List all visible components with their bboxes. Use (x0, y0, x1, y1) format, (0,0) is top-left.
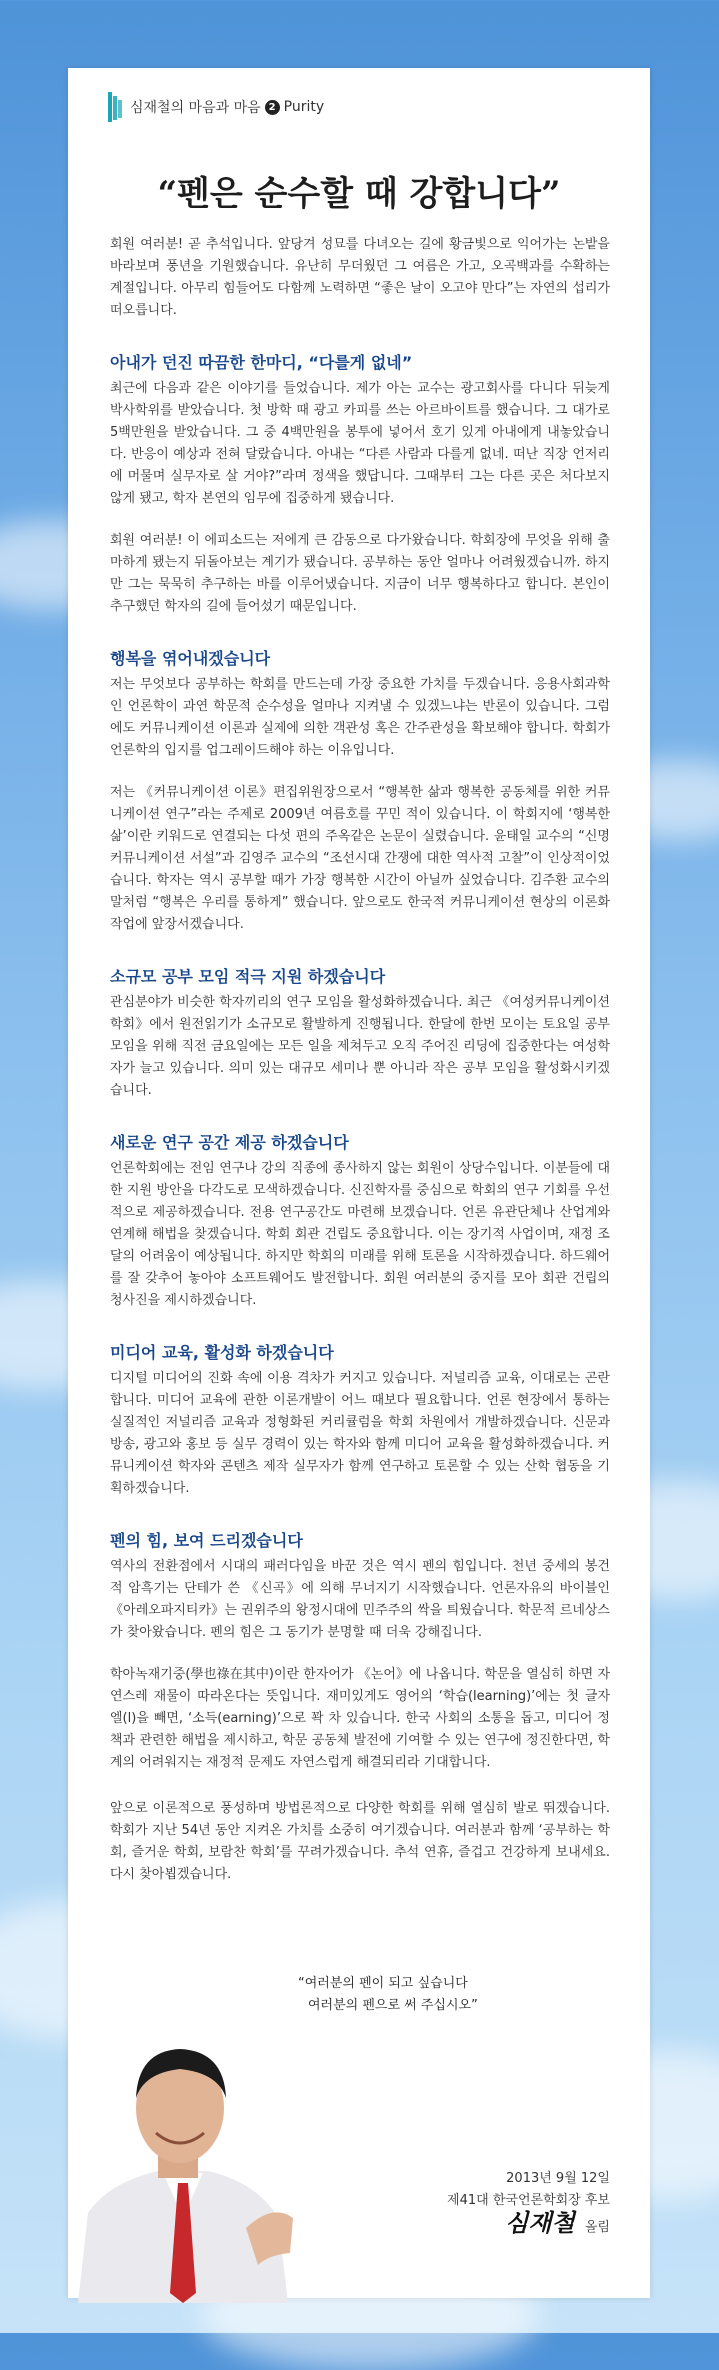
section-heading: 펜의 힘, 보여 드리겠습니다 (110, 1531, 303, 1550)
section-heading: 소규모 공부 모임 적극 지원 하겠습니다 (110, 967, 386, 986)
signature-block (447, 2168, 610, 2239)
brand-header (108, 92, 324, 122)
section-heading: 아내가 던진 따끔한 한마디, “다를게 없네” (110, 353, 413, 372)
signature-date: 2013년 9월 12일 (506, 2171, 610, 2186)
issue-title: Purity (283, 99, 325, 115)
section-paragraph: 학아녹재기중(學也祿在其中)이란 한자어가 《논어》에 나옵니다. 학문을 열심히 하면 자연스레 재물이 따라온다는 뜻입니다. 재미있게도 영어의 ‘학습(learning)’에는 첫 글자 엘(l)을 빼면, ‘소득(earning)’으로 꽉 차 있습니다. 한국 사회의 소통을 돕고, 미디어 정책과 관련한 해법을 제시하고, 학문 공동체 발전에 기여할 수 있는 연구에 정진한다면, 학계의 어려워지는 재정적 문제도 자연스럽게 해결되리라 기대합니다. (110, 1667, 610, 1770)
letter-paper (68, 68, 650, 2298)
signature-suffix: 올림 (584, 2220, 610, 2235)
closing-quote (298, 1973, 558, 2017)
section-heading: 새로운 연구 공간 제공 하겠습니다 (110, 1133, 349, 1152)
brand-name: 심재철의 마음과 마음 (130, 100, 261, 116)
candidate-portrait (68, 2003, 298, 2303)
section-heading: 행복을 엮어내겠습니다 (110, 649, 271, 668)
page-title: “펜은 순수할 때 강합니다” (157, 174, 561, 214)
closing-quote-line: 여러분의 펜으로 써 주십시오” (308, 1998, 478, 2013)
section-paragraph: 관심분야가 비슷한 학자끼리의 연구 모임을 활성화하겠습니다. 최근 《여성커뮤니케이션 학회》에서 원전읽기가 소규모로 활발하게 진행됩니다. 한달에 한번 모이는 토요일 공부 모임을 위해 직전 금요일에는 모든 일을 제쳐두고 오직 주어진 리딩에 집중한다는 여성학자가 늘고 있습니다. 의미 있는 대규모 세미나 뿐 아니라 작은 공부 모임을 활성화시키겠습니다. (110, 995, 610, 1098)
section-paragraph: 역사의 전환점에서 시대의 패러다임을 바꾼 것은 역시 펜의 힘입니다. 천년 중세의 봉건적 암흑기는 단테가 쓴 《신곡》에 의해 무너지기 시작했습니다. 언론자유의 바이블인 《아레오파지티카》는 권위주의 왕정시대에 민주주의 싹을 틔웠습니다. 학문적 르네상스가 찾아왔습니다. 펜의 힘은 그 동기가 분명할 때 더욱 강해집니다. (110, 1559, 610, 1640)
issue-number-badge: 2 (265, 100, 280, 115)
section-paragraph: 회원 여러분! 이 에피소드는 저에게 큰 감동으로 다가왔습니다. 학회장에 무엇을 위해 출마하게 됐는지 뒤돌아보는 계기가 됐습니다. 공부하는 동안 얼마나 어려웠겠습니까. 하지만 그는 묵묵히 추구하는 바를 이루어냈습니다. 지금이 너무 행복하다고 합니다. 본인이 추구했던 학자의 길에 들어섰기 때문입니다. (110, 533, 610, 614)
section-paragraph: 최근에 다음과 같은 이야기를 들었습니다. 제가 아는 교수는 광고회사를 다니다 뒤늦게 박사학위를 받았습니다. 첫 방학 때 광고 카피를 쓰는 아르바이트를 했습니다. 그 대가로 5백만원을 받았습니다. 그 중 4백만원을 봉투에 넣어서 호기 있게 아내에게 내놓았습니다. 반응이 예상과 전혀 달랐습니다. 아내는 “다른 사람과 다를게 없네. 떠난 직장 언저리에 머물며 실무자로 살 거야?”라며 정색을 했답니다. 그때부터 그는 다른 곳은 처다보지 않게 됐고, 학자 본연의 임무에 집중하게 됐습니다. (110, 381, 610, 506)
closing-quote-line: “여러분의 펜이 되고 싶습니다 (298, 1976, 468, 1991)
letter-content (110, 234, 610, 1910)
section-paragraph: 디지털 미디어의 진화 속에 이용 격차가 커지고 있습니다. 저널리즘 교육, 이대로는 곤란합니다. 미디어 교육에 관한 이론개발이 어느 때보다 필요합니다. 언론 현장에서 통하는 실질적인 저널리즘 교육과 정형화된 커리큘럼을 학회 차원에서 개발하겠습니다. 신문과 방송, 광고와 홍보 등 실무 경력이 있는 학자와 함께 미디어 교육을 활성화하겠습니다. 커뮤니케이션 학자와 콘텐츠 제작 실무자가 함께 연구하고 토론할 수 있는 산학 협동을 기획하겠습니다. (110, 1371, 610, 1496)
section-paragraph: 언론학회에는 전임 연구나 강의 직종에 종사하지 않는 회원이 상당수입니다. 이분들에 대한 지원 방안을 다각도로 모색하겠습니다. 신진학자를 중심으로 학회의 연구 기회를 우선적으로 제공하겠습니다. 전용 연구공간도 마련해 보겠습니다. 언론 유관단체나 산업계와 연계해 해법을 찾겠습니다. 학회 회관 건립도 중요합니다. 이는 장기적 사업이며, 재정 조달의 어려움이 예상됩니다. 하지만 학회의 미래를 위해 토론을 시작하겠습니다. 하드웨어를 잘 갖추어 놓아야 소프트웨어도 발전합니다. 회원 여러분의 중지를 모아 회관 건립의 청사진을 제시하겠습니다. (110, 1161, 610, 1308)
signature-position: 제41대 한국언론학회장 후보 (447, 2193, 610, 2208)
section-paragraph: 앞으로 이론적으로 풍성하며 방법론적으로 다양한 학회를 위해 열심히 발로 뛰겠습니다. 학회가 지난 54년 동안 지켜온 가치를 소중히 여기겠습니다. 여러분과 함께 ‘공부하는 학회, 즐거운 학회, 보람찬 학회’를 꾸려가겠습니다. 추석 연휴, 즐겁고 건강하게 보내세요. 다시 찾아뵙겠습니다. (110, 1801, 610, 1882)
intro-paragraph: 회원 여러분! 곧 추석입니다. 앞당겨 성묘를 다녀오는 길에 황금빛으로 익어가는 논밭을 바라보며 풍년을 기원했습니다. 유난히 무더웠던 그 여름은 가고, 오곡백과를 수확하는 계절입니다. 아무리 힘들어도 다함께 노력하면 “좋은 날이 오고야 만다”는 자연의 섭리가 떠오릅니다. (110, 237, 610, 318)
signature-name: 심재철 (505, 2208, 575, 2237)
section-paragraph: 저는 무엇보다 공부하는 학회를 만드는데 가장 중요한 가치를 두겠습니다. 응용사회과학인 언론학이 과연 학문적 순수성을 얼마나 지켜낼 수 있겠느냐는 반론이 있습니다. 그럼에도 커뮤니케이션 이론과 실제에 의한 객관성 혹은 간주관성을 확보해야 합니다. 학회가 언론학의 입지를 업그레이드해야 하는 이유입니다. (110, 677, 610, 758)
section-heading: 미디어 교육, 활성화 하겠습니다 (110, 1343, 334, 1362)
brand-logo-icon (108, 92, 122, 122)
section-paragraph: 저는 《커뮤니케이션 이론》편집위원장으로서 “행복한 삶과 행복한 공동체를 위한 커뮤니케이션 연구”라는 주제로 2009년 여름호를 꾸민 적이 있습니다. 이 학회지에 ‘행복한 삶’이란 키워드로 연결되는 다섯 편의 주옥같은 논문이 실렸습니다. 윤태일 교수의 “신명 커뮤니케이션 서설”과 김영주 교수의 “조선시대 간쟁에 대한 역사적 고찰”이 인상적이었습니다. 학자는 역시 공부할 때가 가장 행복한 시간이 아닐까 싶었습니다. 김주환 교수의 말처럼 “행복은 우리를 통하게” 했습니다. 앞으로도 한국적 커뮤니케이션 현상의 이론화 작업에 앞장서겠습니다. (110, 785, 610, 932)
